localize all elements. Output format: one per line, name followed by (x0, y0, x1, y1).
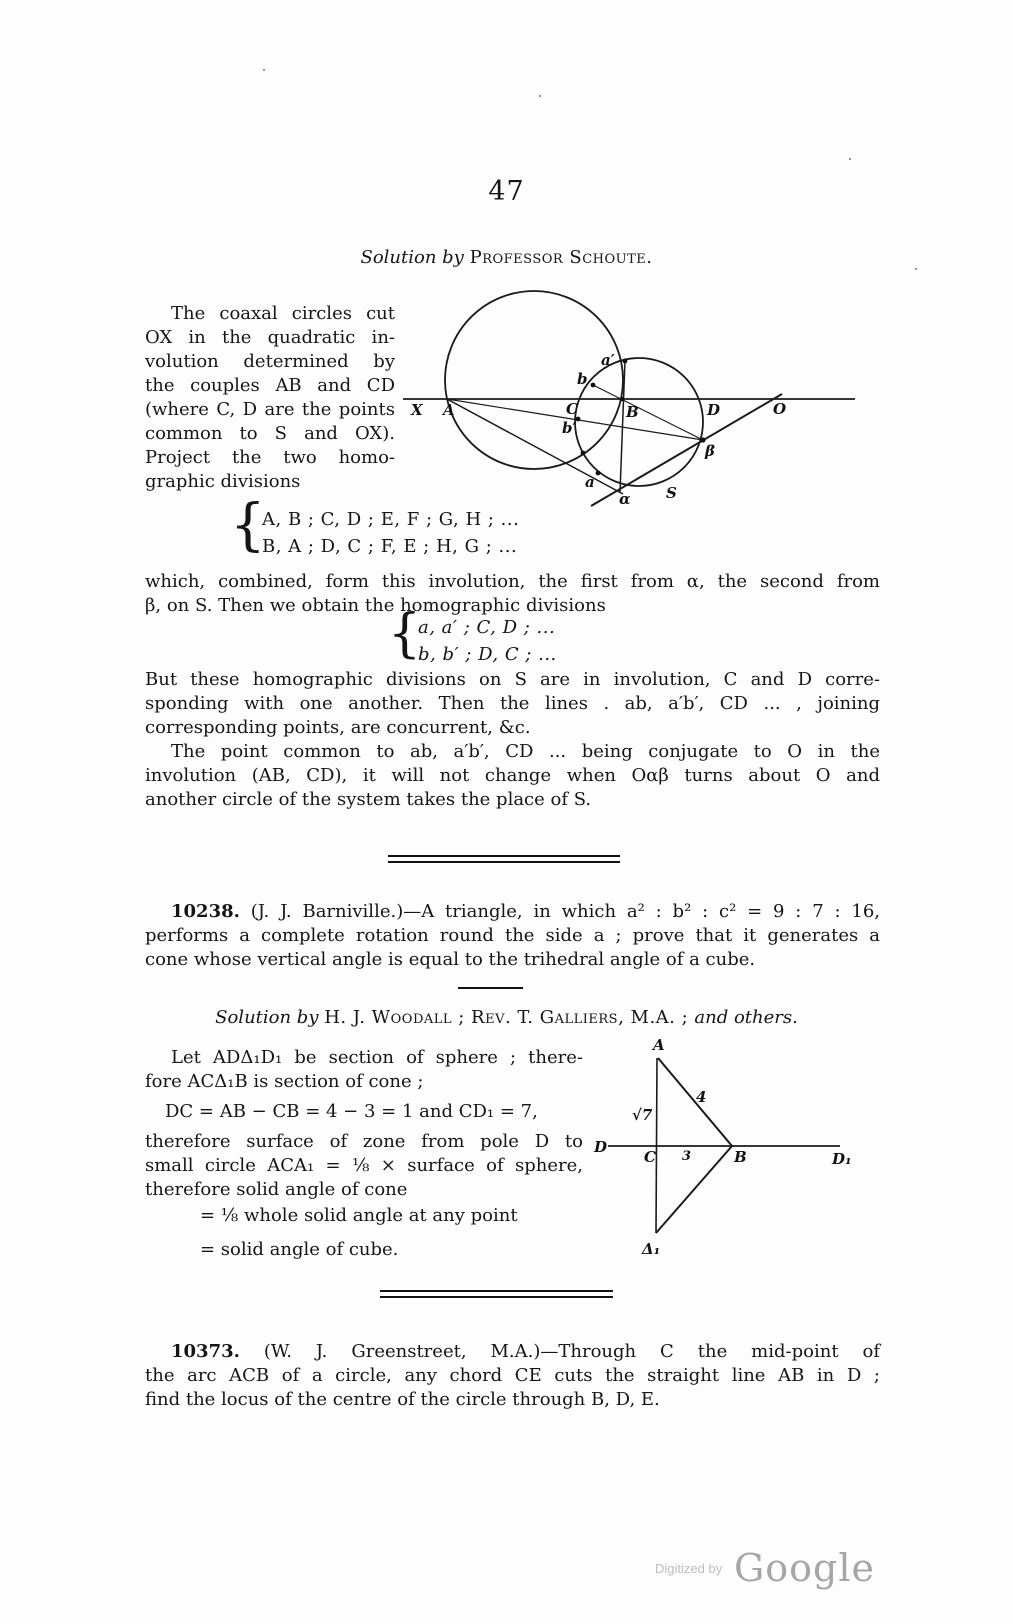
label-C: C (566, 400, 578, 418)
equation-line: DC = AB − CB = 4 − 3 = 1 and CD₁ = 7, (165, 1101, 538, 1122)
text-line: the couples AB and CD (145, 375, 395, 396)
point-b (591, 383, 596, 388)
problem-10238 (145, 900, 880, 972)
section-divider (388, 855, 620, 863)
scan-speck (915, 268, 917, 270)
text-line: volution determined by (145, 351, 395, 372)
text-line: graphic divisions (145, 471, 301, 492)
equation-line: = ⅛ whole solid angle at any point (200, 1205, 518, 1226)
sequence-row: A, B ; C, D ; E, F ; G, H ; ... (262, 509, 520, 530)
sequence-row: B, A ; D, C ; F, E ; H, G ; ... (262, 536, 518, 557)
text-line: therefore surface of zone from pole D to (145, 1131, 583, 1152)
solution2-text (145, 1046, 583, 1094)
coaxal-circles-figure (395, 268, 880, 510)
equation-line: = solid angle of cube. (200, 1239, 399, 1260)
text-line: Let ADΔ₁D₁ be section of sphere ; there- (171, 1047, 583, 1068)
label-a-prime: a′ (601, 351, 615, 369)
paragraph-point (145, 740, 880, 812)
scan-speck (849, 158, 851, 160)
paragraph-which (145, 570, 880, 618)
circle-intersection-point (581, 451, 586, 456)
label-C: C (644, 1148, 656, 1166)
text-line: The point common to ab, a′b′, CD ... being conjugate to O in the (171, 741, 880, 762)
problem-10373 (145, 1340, 880, 1412)
line-B-delta1 (656, 1146, 732, 1233)
solution2-header (0, 1006, 1013, 1030)
label-S: S (666, 484, 677, 502)
brace1-rows (262, 506, 519, 560)
label-b-prime: b′ (562, 419, 577, 437)
text-line: small circle ACA₁ = ⅛ × surface of sphere, (145, 1155, 583, 1176)
text-line: OX in the quadratic in- (145, 327, 395, 348)
label-B: B (734, 1148, 747, 1166)
text-line: But these homographic divisions on S are in involution, C and D corre- (145, 669, 880, 690)
text-line: fore ACΔ₁B is section of cone ; (145, 1071, 424, 1092)
paragraph-but (145, 668, 880, 740)
label-D1: D₁ (832, 1150, 852, 1168)
cone-section-figure (590, 1028, 870, 1268)
scan-speck (539, 95, 541, 97)
solution1-author: Professor Schoute. (469, 247, 653, 268)
text-line: β, on S. Then we obtain the homographic divisions (145, 595, 606, 616)
problem-number: 10373. (171, 1341, 240, 1362)
text-line: Project the two homo- (145, 447, 395, 468)
line-A-B (658, 1058, 732, 1146)
text-line: sponding with one another. Then the lines . ab, a′b′, CD ... , joining (145, 693, 880, 714)
brace-glyph: { (388, 604, 422, 664)
problem-text: (J. J. Barniville.)—A triangle, in which a² : b² : c² = 9 : 7 : 16, (239, 901, 880, 922)
point-B (620, 397, 624, 401)
label-A: A (443, 401, 455, 419)
label-beta: β (705, 442, 715, 460)
brace-glyph: { (230, 493, 266, 558)
problem-divider (458, 987, 523, 989)
measure-AB: 4 (696, 1088, 707, 1106)
solution-by-label: Solution by (360, 247, 464, 268)
point-a-prime (623, 359, 628, 364)
solution-by-label: Solution by (215, 1007, 319, 1028)
label-delta1: Δ₁ (642, 1240, 661, 1258)
text-line (145, 900, 880, 924)
text-line: corresponding points, are concurrent, &c. (145, 717, 531, 738)
text-line: which, combined, form this involution, the first from α, the second from (145, 571, 880, 592)
solution2-text-2 (145, 1130, 583, 1202)
measure-AC: √7 (632, 1106, 653, 1124)
label-A: A (653, 1036, 665, 1054)
text-line: involution (AB, CD), it will not change when Oαβ turns about O and (145, 765, 880, 786)
label-D: D (594, 1138, 608, 1156)
problem-number: 10238. (171, 901, 240, 922)
text-line: find the locus of the centre of the circle through B, D, E. (145, 1389, 660, 1410)
problem-text: (W. J. Greenstreet, M.A.)—Through C the mid-point of (239, 1341, 880, 1362)
label-D: D (707, 401, 721, 419)
solution2-others: and others. (694, 1007, 798, 1028)
text-line: another circle of the system takes the place of S. (145, 789, 592, 810)
label-alpha: α (619, 490, 631, 508)
text-line: (where C, D are the points (145, 399, 395, 420)
sequence-row: a, a′ ; C, D ; ... (418, 617, 556, 638)
label-X: X (411, 401, 423, 419)
solution1-intro (145, 302, 395, 494)
label-b: b (577, 370, 588, 388)
text-line: therefore solid angle of cone (145, 1179, 408, 1200)
scan-speck (263, 69, 265, 71)
label-O: O (773, 400, 787, 418)
label-B: B (626, 403, 639, 421)
line-A-delta1 (656, 1058, 657, 1233)
label-a: a (585, 473, 595, 491)
text-line: common to S and OX). (145, 423, 395, 444)
digitized-by-label: Digitized by (655, 1561, 723, 1576)
sequence-row: b, b′ ; D, C ; ... (418, 644, 557, 665)
google-logo: Google (733, 1546, 876, 1590)
digitized-footer (655, 1546, 985, 1590)
text-line: The coaxal circles cut (171, 303, 395, 324)
solution2-authors: H. J. Woodall ; Rev. T. Galliers, M.A. ; (324, 1007, 695, 1028)
text-line (145, 1340, 880, 1364)
section-divider (380, 1290, 613, 1298)
large-circle (445, 291, 623, 469)
point-a (596, 471, 601, 476)
page-number: 47 (488, 176, 525, 207)
measure-CB: 3 (682, 1149, 692, 1164)
solution1-header (0, 246, 1013, 270)
text-line: cone whose vertical angle is equal to the trihedral angle of a cube. (145, 949, 756, 970)
text-line: the arc ACB of a circle, any chord CE cuts the straight line AB in D ; (145, 1365, 880, 1386)
brace2-rows (418, 614, 557, 668)
text-line: performs a complete rotation round the side a ; prove that it generates a (145, 925, 880, 946)
